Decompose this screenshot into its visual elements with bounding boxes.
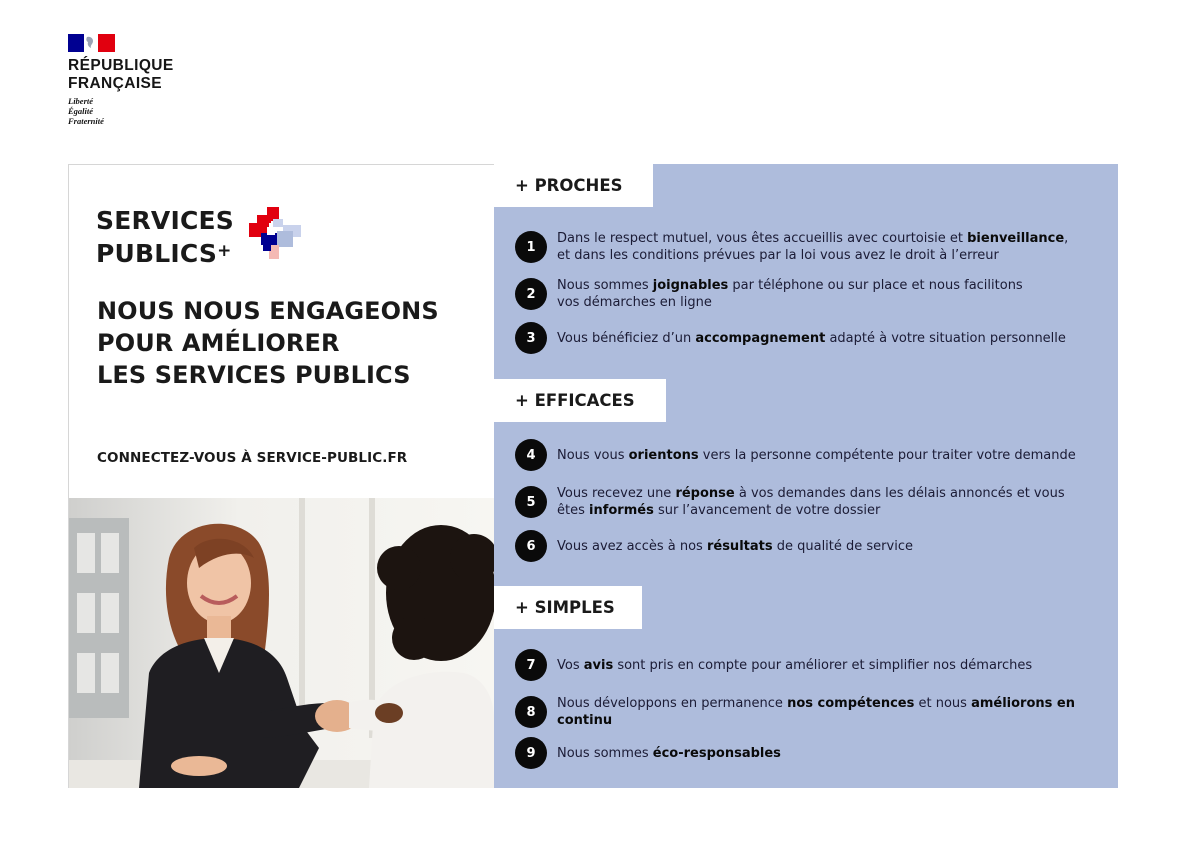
commitment-text-part: Nous développons en permanence	[557, 696, 788, 711]
commitment-text	[557, 695, 1097, 729]
brand-line1: SERVICES	[96, 206, 235, 235]
commitment-number-badge: 9	[515, 737, 547, 769]
commitment-item	[515, 649, 1097, 681]
motto-fraternite: Fraternité	[68, 116, 104, 126]
republique-line2: FRANÇAISE	[68, 75, 163, 92]
commitment-text-part: Nous sommes	[557, 745, 653, 761]
commitment-text	[557, 745, 1097, 762]
headline-line3: LES SERVICES PUBLICS	[97, 361, 411, 389]
commitment-number-badge: 1	[515, 231, 547, 263]
commitment-text-part: de qualité de service	[772, 538, 913, 554]
commitment-text-part: Nous vous	[557, 447, 629, 463]
commitment-text-part: Vous bénéficiez d’un	[557, 330, 696, 346]
marianne-flag-icon	[68, 34, 115, 52]
commitment-item	[515, 695, 1097, 729]
commitment-keyword: éco-responsables	[652, 745, 781, 761]
commitment-item	[515, 485, 1097, 519]
commitment-keyword: réponse	[675, 486, 735, 501]
commitment-text	[557, 447, 1097, 464]
commitment-number-badge: 3	[515, 322, 547, 354]
commitment-text	[557, 538, 1097, 555]
commitment-text-part: Vous avez accès à nos	[557, 538, 707, 554]
handshake-photo	[69, 498, 494, 788]
commitment-keyword: améliorons en continu	[557, 696, 1075, 728]
commitment-item	[515, 530, 1097, 562]
commitment-text-part: vos démarches en ligne	[557, 295, 712, 310]
republique-francaise-logo	[68, 34, 174, 126]
commitment-item	[515, 439, 1097, 471]
commitment-text-part: ,	[1064, 231, 1069, 246]
commitment-item	[515, 277, 1097, 311]
commitment-keyword: orientons	[628, 447, 699, 463]
commitment-text-part: êtes	[557, 503, 589, 518]
headline-line1: NOUS NOUS ENGAGEONS	[97, 297, 439, 325]
flag-white-band	[84, 34, 98, 52]
commitment-keyword: joignables	[652, 278, 729, 293]
commitment-text	[557, 485, 1097, 519]
section-title-2: + EFFICACES	[494, 379, 666, 422]
commitment-text-part: Dans le respect mutuel, vous êtes accueillis avec courtoisie et	[557, 231, 968, 246]
motto-liberte: Liberté	[68, 96, 94, 106]
flag-red-band	[98, 34, 115, 52]
page-headline	[97, 295, 439, 391]
services-publics-plus-icon	[247, 205, 307, 261]
brand-plus: +	[217, 241, 232, 261]
motto-egalite: Égalité	[68, 106, 94, 116]
commitment-text-part: Vous recevez une	[557, 486, 676, 501]
commitment-text-part: à vos demandes dans les délais annoncés et vous	[734, 486, 1065, 501]
commitment-text	[557, 230, 1097, 264]
flag-blue-band	[68, 34, 84, 52]
commitment-item	[515, 322, 1097, 354]
commitment-number-badge: 4	[515, 439, 547, 471]
commitment-number-badge: 8	[515, 696, 547, 728]
commitment-number-badge: 2	[515, 278, 547, 310]
commitment-text-part: vers la personne compétente pour traiter votre demande	[698, 447, 1076, 463]
commitment-keyword: bienveillance	[967, 231, 1065, 246]
commitment-text	[557, 657, 1097, 674]
headline-line2: POUR AMÉLIORER	[97, 329, 340, 357]
commitment-keyword: accompagnement	[695, 330, 826, 346]
commitment-number-badge: 7	[515, 649, 547, 681]
commitment-text-part: Vos	[557, 657, 584, 673]
commitment-keyword: informés	[589, 503, 654, 518]
republique-line1: RÉPUBLIQUE	[68, 57, 174, 74]
services-publics-logo	[96, 205, 234, 269]
connect-link[interactable]: CONNECTEZ-VOUS À SERVICE-PUBLIC.FR	[97, 450, 408, 466]
commitment-text-part: et dans les conditions prévues par la loi vous avez le droit à l’erreur	[557, 248, 999, 263]
commitment-item	[515, 230, 1097, 264]
commitment-text-part: sur l’avancement de votre dossier	[653, 503, 881, 518]
commitment-number-badge: 5	[515, 486, 547, 518]
commitment-text	[557, 277, 1097, 311]
commitment-text-part: sont pris en compte pour améliorer et simplifier nos démarches	[613, 657, 1033, 673]
commitment-text-part: Nous sommes	[557, 278, 653, 293]
commitment-keyword: nos compétences	[787, 696, 915, 711]
section-title-3: + SIMPLES	[494, 586, 642, 629]
commitments-panel	[494, 164, 1118, 788]
commitment-text-part: adapté à votre situation personnelle	[825, 330, 1066, 346]
commitment-text	[557, 330, 1097, 347]
commitment-item	[515, 737, 1097, 769]
left-panel	[68, 164, 494, 788]
commitment-text-part: par téléphone ou sur place et nous facilitons	[728, 278, 1023, 293]
commitment-number-badge: 6	[515, 530, 547, 562]
section-title-1: + PROCHES	[494, 164, 653, 207]
commitment-keyword: résultats	[706, 538, 773, 554]
brand-line2: PUBLICS	[96, 239, 218, 268]
commitment-text-part: et nous	[914, 696, 972, 711]
commitment-keyword: avis	[583, 657, 614, 673]
